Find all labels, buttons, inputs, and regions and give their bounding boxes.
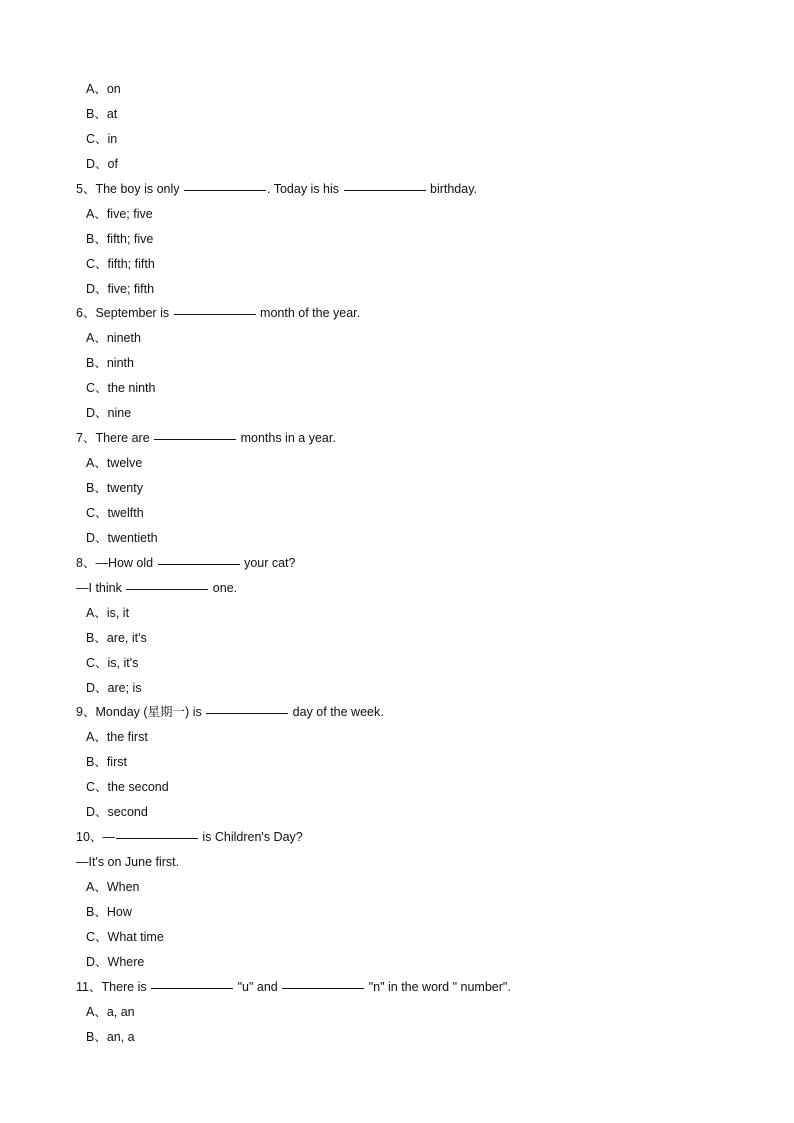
question-7-option-a[interactable] xyxy=(0,451,794,476)
option-text: A、is, it xyxy=(86,605,130,620)
option-text: A、on xyxy=(86,82,121,96)
option-text: D、are; is xyxy=(86,680,142,695)
question-8-option-d[interactable] xyxy=(0,676,794,701)
question-8-option-a[interactable] xyxy=(0,601,794,626)
question-9-option-a[interactable] xyxy=(0,725,794,750)
answer-blank[interactable] xyxy=(151,987,233,989)
answer-blank[interactable] xyxy=(206,712,288,714)
stem-text: 10、— xyxy=(76,830,115,845)
question-11-stem xyxy=(0,975,794,1000)
stem-text: 9、Monday (星期一) is xyxy=(76,705,206,720)
option-text: B、twenty xyxy=(86,481,143,495)
question-7-option-d[interactable] xyxy=(0,526,794,551)
option-text: B、at xyxy=(86,106,118,121)
question-9-stem xyxy=(0,700,794,725)
question-8-option-c[interactable] xyxy=(0,651,794,676)
option-c[interactable] xyxy=(0,127,794,152)
question-7-option-c[interactable] xyxy=(0,501,794,526)
worksheet-page xyxy=(0,77,794,1050)
stem-text: . Today is his xyxy=(267,181,343,196)
question-10-stem-line2 xyxy=(0,850,794,875)
stem-text: 6、September is xyxy=(76,306,173,321)
question-10-option-b[interactable] xyxy=(0,900,794,925)
option-text: C、in xyxy=(86,131,118,146)
question-10-option-c[interactable] xyxy=(0,925,794,950)
option-a[interactable] xyxy=(0,77,794,102)
option-text: D、second xyxy=(86,805,148,820)
question-10-option-d[interactable] xyxy=(0,950,794,975)
option-d[interactable] xyxy=(0,152,794,177)
question-7-stem xyxy=(0,426,794,451)
option-text: D、nine xyxy=(86,406,132,421)
stem-text: month of the year. xyxy=(256,306,361,321)
option-text: D、twentieth xyxy=(86,530,158,545)
option-text: D、Where xyxy=(86,954,145,969)
option-text: B、How xyxy=(86,904,132,919)
question-8-stem-line2 xyxy=(0,576,794,601)
question-5-stem xyxy=(0,177,794,202)
option-text: C、What time xyxy=(86,929,164,944)
stem-text: birthday. xyxy=(426,181,478,196)
option-text: B、fifth; five xyxy=(86,231,154,246)
option-text: C、the second xyxy=(86,780,169,795)
answer-blank[interactable] xyxy=(282,987,364,989)
question-8-option-b[interactable] xyxy=(0,626,794,651)
answer-blank[interactable] xyxy=(184,189,266,191)
option-text: A、twelve xyxy=(86,456,143,471)
stem-text: is Children's Day? xyxy=(198,830,303,845)
question-11-option-a[interactable] xyxy=(0,1000,794,1025)
option-text: A、a, an xyxy=(86,1004,135,1019)
question-6-option-a[interactable] xyxy=(0,326,794,351)
question-6-stem xyxy=(0,301,794,326)
question-5-option-a[interactable] xyxy=(0,202,794,227)
option-text: A、the first xyxy=(86,730,148,745)
option-text: D、five; fifth xyxy=(86,281,155,296)
question-6-option-c[interactable] xyxy=(0,376,794,401)
answer-blank[interactable] xyxy=(174,313,256,315)
question-10-stem xyxy=(0,825,794,850)
question-6-option-d[interactable] xyxy=(0,401,794,426)
answer-blank[interactable] xyxy=(116,837,198,839)
option-text: A、When xyxy=(86,880,140,894)
question-6-option-b[interactable] xyxy=(0,351,794,376)
question-9-option-b[interactable] xyxy=(0,750,794,775)
option-b[interactable] xyxy=(0,102,794,127)
question-5-option-c[interactable] xyxy=(0,252,794,277)
stem-text: your cat? xyxy=(240,555,296,570)
question-9-option-d[interactable] xyxy=(0,800,794,825)
stem-text: —I think xyxy=(76,580,126,595)
question-5-option-b[interactable] xyxy=(0,227,794,252)
answer-blank[interactable] xyxy=(344,189,426,191)
option-text: C、fifth; fifth xyxy=(86,256,155,271)
question-7-option-b[interactable] xyxy=(0,476,794,501)
stem-text: 11、There is xyxy=(76,979,151,994)
stem-text: one. xyxy=(209,580,238,595)
option-text: C、is, it's xyxy=(86,655,139,670)
option-text: B、are, it's xyxy=(86,630,147,645)
stem-text: "n" in the word " number". xyxy=(365,979,511,994)
option-text: A、nineth xyxy=(86,331,141,346)
question-5-option-d[interactable] xyxy=(0,277,794,302)
stem-text: 5、The boy is only xyxy=(76,181,183,196)
question-11-option-b[interactable] xyxy=(0,1025,794,1050)
option-text: A、five; five xyxy=(86,206,153,221)
option-text: B、ninth xyxy=(86,356,134,371)
stem-text: months in a year. xyxy=(237,431,336,446)
question-9-option-c[interactable] xyxy=(0,775,794,800)
answer-blank[interactable] xyxy=(126,588,208,590)
answer-blank[interactable] xyxy=(154,438,236,440)
option-text: C、twelfth xyxy=(86,505,144,520)
stem-text: —It's on June first. xyxy=(76,855,180,870)
answer-blank[interactable] xyxy=(158,563,240,565)
option-text: B、an, a xyxy=(86,1029,135,1044)
option-text: D、of xyxy=(86,156,118,171)
option-text: B、first xyxy=(86,755,127,770)
stem-text: 7、There are xyxy=(76,431,154,446)
stem-text: day of the week. xyxy=(289,705,384,720)
stem-text: "u" and xyxy=(234,979,282,994)
option-text: C、the ninth xyxy=(86,381,156,396)
question-8-stem xyxy=(0,551,794,576)
stem-text: 8、—How old xyxy=(76,555,157,570)
question-10-option-a[interactable] xyxy=(0,875,794,900)
